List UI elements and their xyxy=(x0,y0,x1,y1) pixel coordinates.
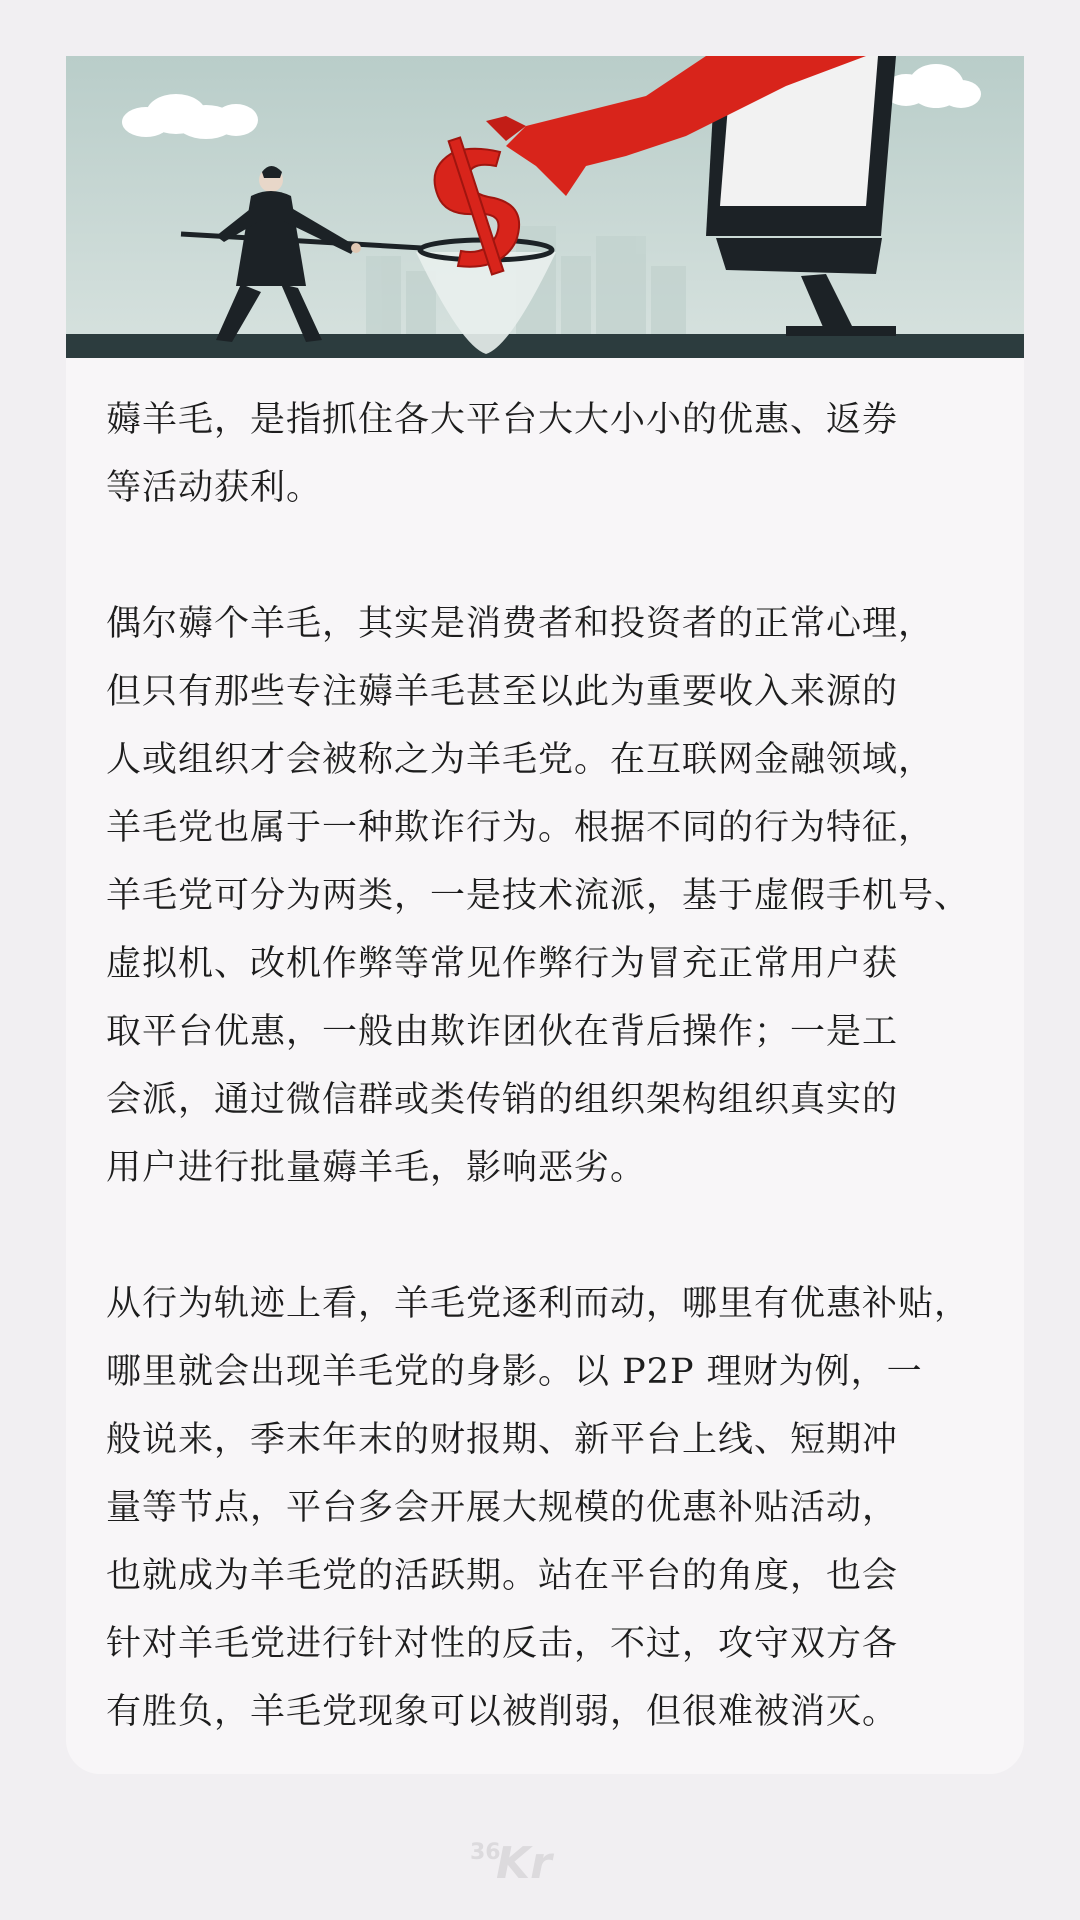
article-body xyxy=(106,386,986,1746)
logo-number: 36 xyxy=(470,1840,501,1865)
logo-text: Kr xyxy=(496,1838,552,1889)
36kr-logo xyxy=(470,1838,550,1890)
article-paragraph-3: 从行为轨迹上看，羊毛党逐利而动，哪里有优惠补贴， 哪里就会出现羊毛党的身影。以 P2P 理财为例，一 般说来，季末年末的财报期、新平台上线、短期冲 量等节点，平台多会开展大规模的优惠补贴活动， 也就成为羊毛党的活跃期。站在平台的角度，也会 针对羊毛党进行针对性的反击，不过，攻守双方各 有胜负，羊毛党现象可以被削弱，但很难被消灭。 xyxy=(106,1284,971,1732)
article-card xyxy=(66,56,1024,1774)
article-paragraph-2: 偶尔薅个羊毛，其实是消费者和投资者的正常心理， 但只有那些专注薅羊毛甚至以此为重要收入来源的 人或组织才会被称之为羊毛党。在互联网金融领域， 羊毛党也属于一种欺诈行为。根据不同的行为特征， 羊毛党可分为两类，一是技术流派，基于虚假手机号、 虚拟机、改机作弊等常见作弊行为冒充正常用户获 取平台优惠，一般由欺诈团伙在背后操作；一是工 会派，通过微信群或类传销的组织架构组织真实的 用户进行批量薅羊毛，影响恶劣。 xyxy=(106,604,971,1188)
hero-image xyxy=(66,56,1024,358)
article-paragraph-1: 薅羊毛，是指抓住各大平台大大小小的优惠、返券 等活动获利。 xyxy=(106,400,899,508)
